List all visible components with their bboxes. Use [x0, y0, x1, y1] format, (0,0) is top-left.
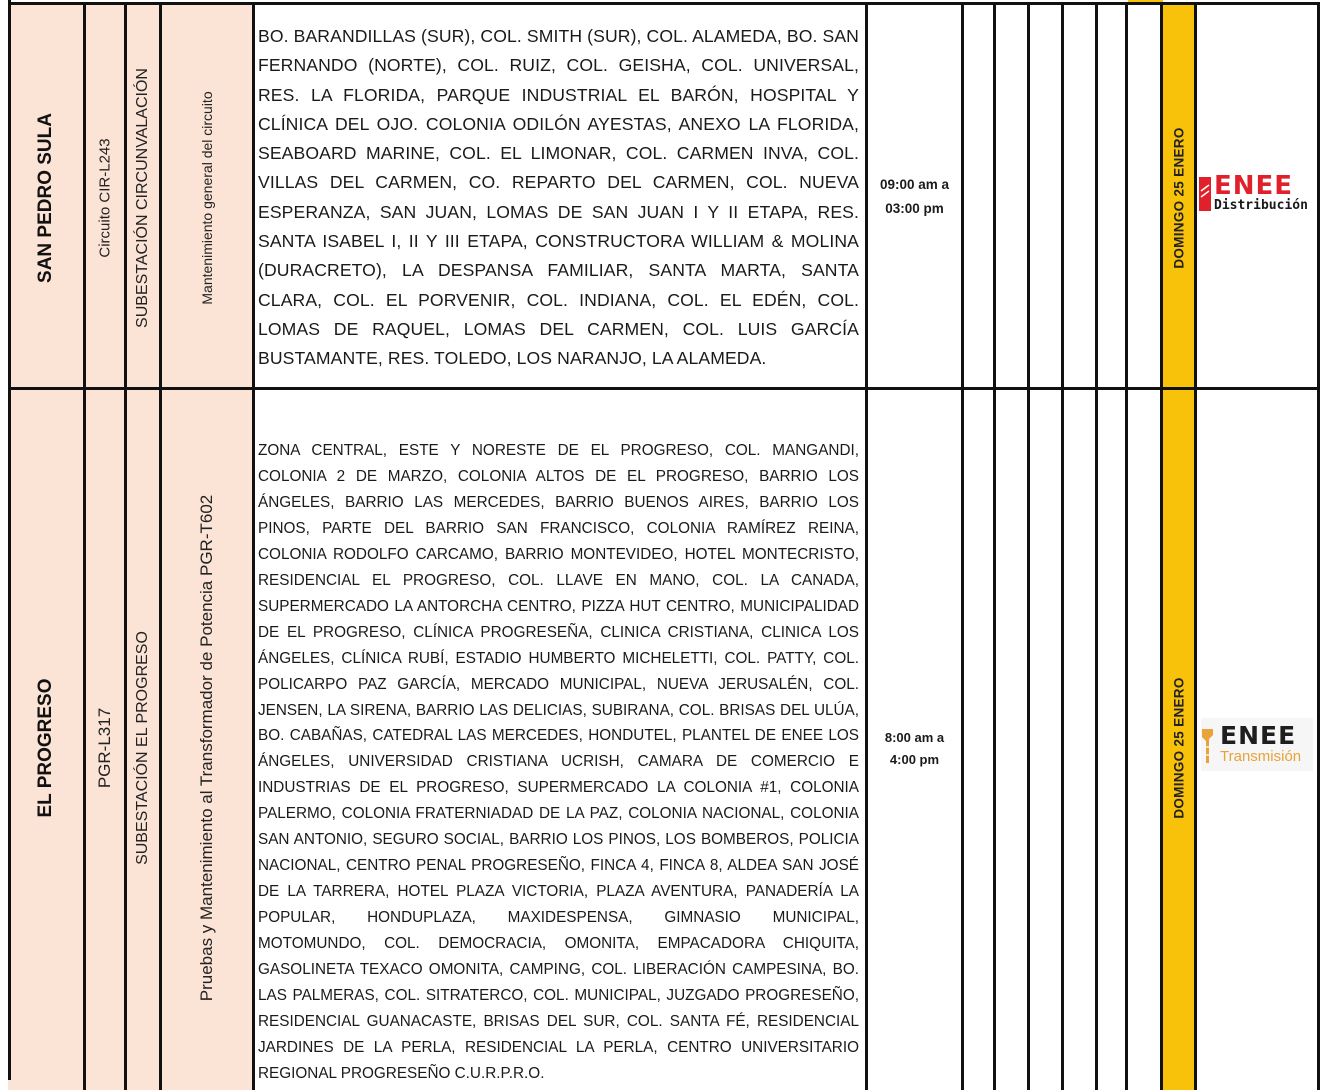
time-start: 8:00 am a — [884, 730, 945, 745]
affected-areas-cell — [255, 5, 868, 390]
grid-line — [8, 0, 11, 1080]
logo-brand: ENEE — [1214, 171, 1294, 201]
empty-cell — [1064, 5, 1098, 390]
empty-cell — [1128, 390, 1163, 1090]
substation-label: SUBESTACIÓN CIRCUNVALACIÓN — [134, 67, 151, 328]
time-end: 4:00 pm — [889, 752, 940, 767]
empty-cell — [964, 5, 996, 390]
empty-cell — [1098, 5, 1128, 390]
circuit-cell — [86, 390, 127, 1090]
logo-brand: ENEE — [1220, 721, 1297, 750]
logo-cell — [1197, 390, 1320, 1090]
logo-subtitle: Transmisión — [1220, 748, 1302, 765]
time-cell — [868, 5, 964, 390]
table-row-san-pedro-sula — [8, 5, 1320, 390]
affected-areas-text: BO. BARANDILLAS (SUR), COL. SMITH (SUR), COL. ALAMEDA, BO. SAN FERNANDO (NORTE), COL. RUIZ, COL. GEISHA, COL. UNIVERSAL, RES. LA FLORIDA, PARQUE INDUSTRIAL EL BARÓN, HOSPITAL Y CLÍNICA DEL OJO. COLONIA ODILÓN AYESTAS, ANEXO LA FLORIDA, SEABOARD MARINE, COL. EL LIMONAR, COL. CARMEN INVA, COL. VILLAS DEL CARMEN, CO. REPARTO DEL CARMEN, COL. NUEVA ESPERANZA, SAN JUAN, LOMAS DE SAN JUAN I Y II ETAPA, RES. SANTA ISABEL I, II Y III ETAPA, CONSTRUCTORA WILLIAM & MOLINA (DURACRETO), LA DESPANSA FAMILIAR, SANTA MARTA, SANTA CLARA, COL. EL PORVENIR, COL. INDIANA, COL. EL EDÉN, COL. LOMAS DE RAQUEL, LOMAS DEL CARMEN, COL. LUIS GARCÍA BUSTAMANTE, RES. TOLEDO, LOS NARANJO, LA ALAMEDA. — [258, 26, 859, 369]
logo-cell — [1197, 5, 1320, 390]
city-label: SAN PEDRO SULA — [34, 112, 56, 283]
table-row-el-progreso — [8, 390, 1320, 1090]
city-cell — [8, 5, 86, 390]
grid-line — [8, 2, 1320, 5]
enee-bolt-mark-icon — [1197, 173, 1213, 213]
date-cell — [1163, 390, 1197, 1090]
enee-distribucion-logo-icon — [1197, 173, 1317, 213]
empty-cell — [996, 5, 1030, 390]
affected-areas-cell — [255, 390, 868, 1090]
date-label: DOMINGO 25 ENERO — [1171, 677, 1186, 819]
work-cell — [162, 5, 255, 390]
empty-cell — [964, 390, 996, 1090]
empty-cell — [1128, 5, 1163, 390]
substation-cell — [127, 5, 162, 390]
empty-cell — [996, 390, 1030, 1090]
empty-cell — [1030, 390, 1064, 1090]
substation-label: SUBESTACIÓN EL PROGRESO — [134, 631, 151, 865]
logo-subtitle: Distribución — [1214, 198, 1308, 213]
circuit-cell — [86, 5, 127, 390]
work-description: Mantenimiento general del circuito — [199, 90, 215, 305]
work-cell — [162, 390, 255, 1090]
time-start: 09:00 am a — [879, 177, 950, 192]
empty-cell — [1064, 390, 1098, 1090]
substation-cell — [127, 390, 162, 1090]
time-end: 03:00 pm — [885, 201, 944, 216]
time-cell — [868, 390, 964, 1090]
affected-areas-text: ZONA CENTRAL, ESTE Y NORESTE DE EL PROGRESO, COL. MANGANDI, COLONIA 2 DE MARZO, COLONIA ALTOS DE EL PROGRESO, BARRIO LOS ÁNGELES, BARRIO LAS MERCEDES, BARRIO BUENOS AIRES, BARRIO LOS PINOS, PARTE DEL BARRIO SAN FRANCISCO, COLONIA RAMÍREZ REINA, COLONIA RODOLFO CARCAMO, BARRIO MONTEVIDEO, HOTEL MONTECRISTO, RESIDENCIAL EL PROGRESO, COL. LLAVE EN MANO, COL. LA CANADA, SUPERMERCADO LA ANTORCHA CENTRO, PIZZA HUT CENTRO, MUNICIPALIDAD DE EL PROGRESO, CLÍNICA PROGRESEÑA, CLINICA CRISTIANA, CLINICA LOS ÁNGELES, CLÍNICA RUBÍ, ESTADIO HUMBERTO MICHELETTI, COL. PATTY, COL. POLICARPO PAZ GARCÍA, MERCADO MUNICIPAL, NUEVA JERUSALÉN, COL. JENSEN, LA SIRENA, BARRIO LAS DELICIAS, SUBIRANA, COL. BRISAS DEL ULÚA, BO. CABAÑAS, CATEDRAL LAS MERCEDES, HONDUTEL, PLANTEL DE ENEE LOS ÁNGELES, UNIVERSIDAD CRISTIANA UCRISH, CAMARA DE COMERCIO E INDUSTRIAS DE EL PROGRESO, SUPERMERCADO LA COLONIA #1, COLONIA PALERMO, COLONIA FRATERNIADAD DE LA PAZ, COLONIA NACIONAL, COLONIA SAN ANTONIO, SEGURO SOCIAL, BARRIO LOS PINOS, LOS BOMBEROS, POLICIA NACIONAL, CENTRO PENAL PROGRESEÑO, FINCA 4, FINCA 8, ALDEA SAN JOSÉ DE LA TARRERA, HOTEL PLAZA VICTORIA, PLAZA AVENTURA, PANADERÍA LA POPULAR, HONDUPLAZA, MAXIDESPENSA, GIMNASIO MUNICIPAL, MOTOMUNDO, COL. DEMOCRACIA, OMONITA, EMPACADORA CHIQUITA, GASOLINETA TEXACO OMONITA, CAMPING, COL. LIBERACIÓN CAMPESINA, BO. LAS PALMERAS, COL. SITRATERCO, COL. MUNICIPAL, JUZGADO PROGRESEÑO, RESIDENCIAL GUANACASTE, BRISAS DEL SUR, COL. SANTA FÉ, RESIDENCIAL JARDINES DE LA PERLA, RESIDENCIAL LA PERLA, CENTRO UNIVERSITARIO REGIONAL PROGRESEÑO C.U.R.P.R.O. — [258, 442, 859, 1082]
empty-cell — [1098, 390, 1128, 1090]
work-description: Pruebas y Mantenimiento al Transformador de Potencia PGR-T602 — [197, 494, 216, 1002]
enee-tower-mark-icon — [1201, 725, 1215, 765]
circuit-label: Circuito CIR-L243 — [96, 137, 114, 258]
date-cell — [1163, 5, 1197, 390]
circuit-label: PGR-L317 — [95, 707, 114, 789]
date-label: DOMINGO 25 ENERO — [1171, 126, 1186, 269]
city-label: EL PROGRESO — [34, 678, 56, 818]
empty-cell — [1030, 5, 1064, 390]
enee-transmision-logo-icon — [1201, 718, 1313, 771]
city-cell — [8, 390, 86, 1090]
